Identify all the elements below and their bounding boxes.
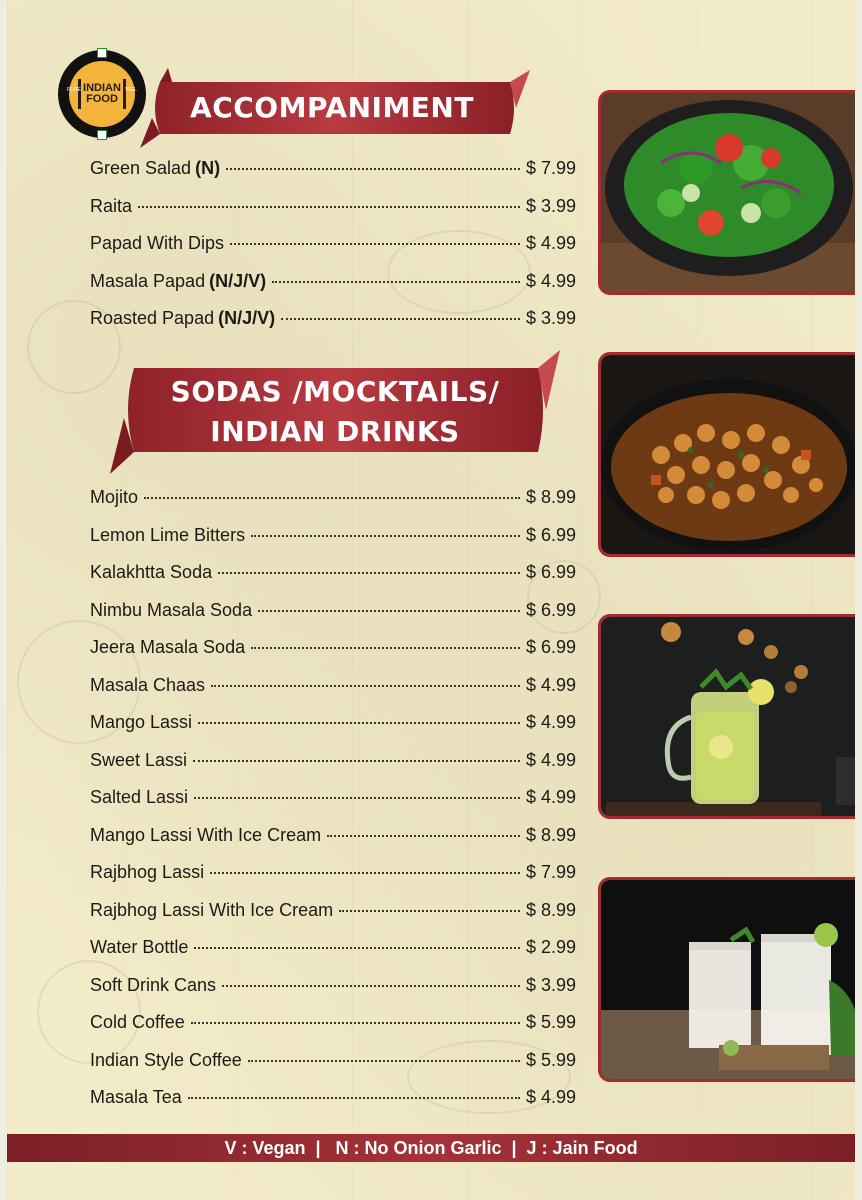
item-price: $ 5.99: [525, 1012, 576, 1032]
menu-item: [90, 1012, 576, 1038]
dot-leader: [230, 242, 520, 245]
item-price: $ 8.99: [525, 899, 576, 920]
dot-leader: [211, 684, 520, 687]
restaurant-logo: [58, 50, 146, 138]
item-price: $ 6.99: [525, 599, 576, 620]
dot-leader: [281, 317, 520, 320]
item-name: Salted Lassi: [90, 787, 189, 807]
item-name: Raita: [90, 195, 133, 216]
menu-item: [90, 562, 576, 588]
item-price: $ 7.99: [525, 862, 576, 882]
item-name: Papad With Dips: [90, 233, 225, 253]
item-name: Mojito: [90, 487, 139, 507]
item-price: $ 6.99: [525, 637, 576, 657]
dot-leader: [194, 796, 520, 799]
logo-side-right: VEG.: [125, 87, 137, 93]
menu-item: [90, 487, 576, 513]
dot-leader: [251, 534, 520, 537]
menu-item: [90, 1087, 576, 1113]
item-price: $ 8.99: [525, 487, 576, 507]
dot-leader: [258, 609, 520, 612]
lassi-glasses-photo: [598, 877, 855, 1082]
dot-leader: [138, 205, 520, 208]
item-price: $ 5.99: [525, 1049, 576, 1070]
item-name: Rajbhog Lassi: [90, 862, 205, 882]
menu-item: [90, 675, 576, 701]
dot-leader: [210, 871, 520, 874]
dietary-note: (N/J/V): [218, 308, 276, 328]
accompaniment-title: ACCOMPANIMENT: [190, 91, 474, 124]
item-name: Masala Chaas: [90, 674, 206, 695]
item-price: $ 4.99: [525, 1087, 576, 1107]
dietary-note: (N/J/V): [209, 270, 267, 291]
menu-item: [90, 600, 576, 626]
logo-line-2: FOOD: [86, 93, 118, 105]
dietary-note: (N): [195, 158, 221, 178]
menu-item: [90, 712, 576, 738]
menu-item: [90, 862, 576, 888]
dot-leader: [339, 909, 520, 912]
item-price: $ 2.99: [525, 937, 576, 957]
item-price: $ 3.99: [525, 308, 576, 328]
item-price: $ 4.99: [525, 270, 576, 291]
item-name: Kalakhtta Soda: [90, 562, 213, 582]
lemon-mojito-photo: [598, 614, 855, 819]
item-name: Mango Lassi With Ice Cream: [90, 824, 322, 845]
dot-leader: [194, 946, 520, 949]
item-name: Masala Papad: [90, 270, 206, 291]
item-name: Sweet Lassi: [90, 749, 188, 770]
veg-mark-icon: [97, 48, 107, 58]
dot-leader: [222, 984, 520, 987]
menu-item: [90, 525, 576, 551]
logo-side-left: PURE: [67, 87, 81, 93]
item-name: Cold Coffee: [90, 1012, 185, 1032]
menu-item: [90, 271, 576, 297]
item-price: $ 3.99: [525, 195, 576, 216]
dot-leader: [144, 496, 520, 499]
item-price: $ 4.99: [525, 749, 576, 770]
dot-leader: [248, 1059, 520, 1062]
dot-leader: [251, 646, 520, 649]
fork-icon: [123, 79, 126, 109]
item-name: Water Bottle: [90, 937, 189, 957]
item-name: Roasted Papad: [90, 308, 215, 328]
item-price: $ 3.99: [525, 974, 576, 995]
dot-leader: [188, 1096, 520, 1099]
item-price: $ 4.99: [525, 712, 576, 732]
item-price: $ 4.99: [525, 787, 576, 807]
green-salad-photo: [598, 90, 855, 295]
menu-item: [90, 1050, 576, 1076]
dot-leader: [198, 721, 520, 724]
dot-leader: [226, 167, 520, 170]
dot-leader: [327, 834, 520, 837]
item-name: Indian Style Coffee: [90, 1049, 242, 1070]
menu-item: [90, 637, 576, 663]
item-price: $ 4.99: [525, 674, 576, 695]
menu-item: [90, 975, 576, 1001]
item-price: $ 6.99: [525, 524, 576, 545]
spoon-icon: [78, 79, 81, 109]
dot-leader: [218, 571, 520, 574]
menu-item: [90, 825, 576, 851]
menu-item: [90, 787, 576, 813]
chickpea-curry-photo: [598, 352, 855, 557]
menu-item: [90, 233, 576, 259]
logo-line-1: INDIAN: [83, 82, 121, 94]
drinks-banner: [108, 348, 564, 476]
menu-item: [90, 196, 576, 222]
menu-item: [90, 937, 576, 963]
dot-leader: [193, 759, 520, 762]
item-price: $ 4.99: [525, 233, 576, 253]
menu-item: [90, 750, 576, 776]
item-name: Soft Drink Cans: [90, 974, 217, 995]
item-name: Jeera Masala Soda: [90, 637, 246, 657]
menu-item: [90, 158, 576, 184]
item-name: Masala Tea: [90, 1087, 182, 1107]
item-price: $ 7.99: [525, 158, 576, 178]
drinks-title-line-1: SODAS /MOCKTAILS/: [170, 375, 500, 408]
item-name: Green Salad: [90, 158, 192, 178]
item-price: $ 6.99: [525, 562, 576, 582]
item-name: Mango Lassi: [90, 712, 193, 732]
drinks-title-line-2: INDIAN DRINKS: [210, 415, 460, 448]
item-name: Nimbu Masala Soda: [90, 599, 253, 620]
item-name: Lemon Lime Bitters: [90, 524, 246, 545]
menu-item: [90, 308, 576, 334]
veg-mark-icon: [97, 130, 107, 140]
dietary-legend-text: V : Vegan | N : No Onion Garlic | J : Jain Food: [224, 1137, 638, 1158]
item-price: $ 8.99: [525, 824, 576, 845]
menu-item: [90, 900, 576, 926]
dot-leader: [191, 1021, 520, 1024]
dietary-legend-footer: [7, 1134, 855, 1162]
dot-leader: [272, 280, 520, 283]
item-name: Rajbhog Lassi With Ice Cream: [90, 899, 334, 920]
